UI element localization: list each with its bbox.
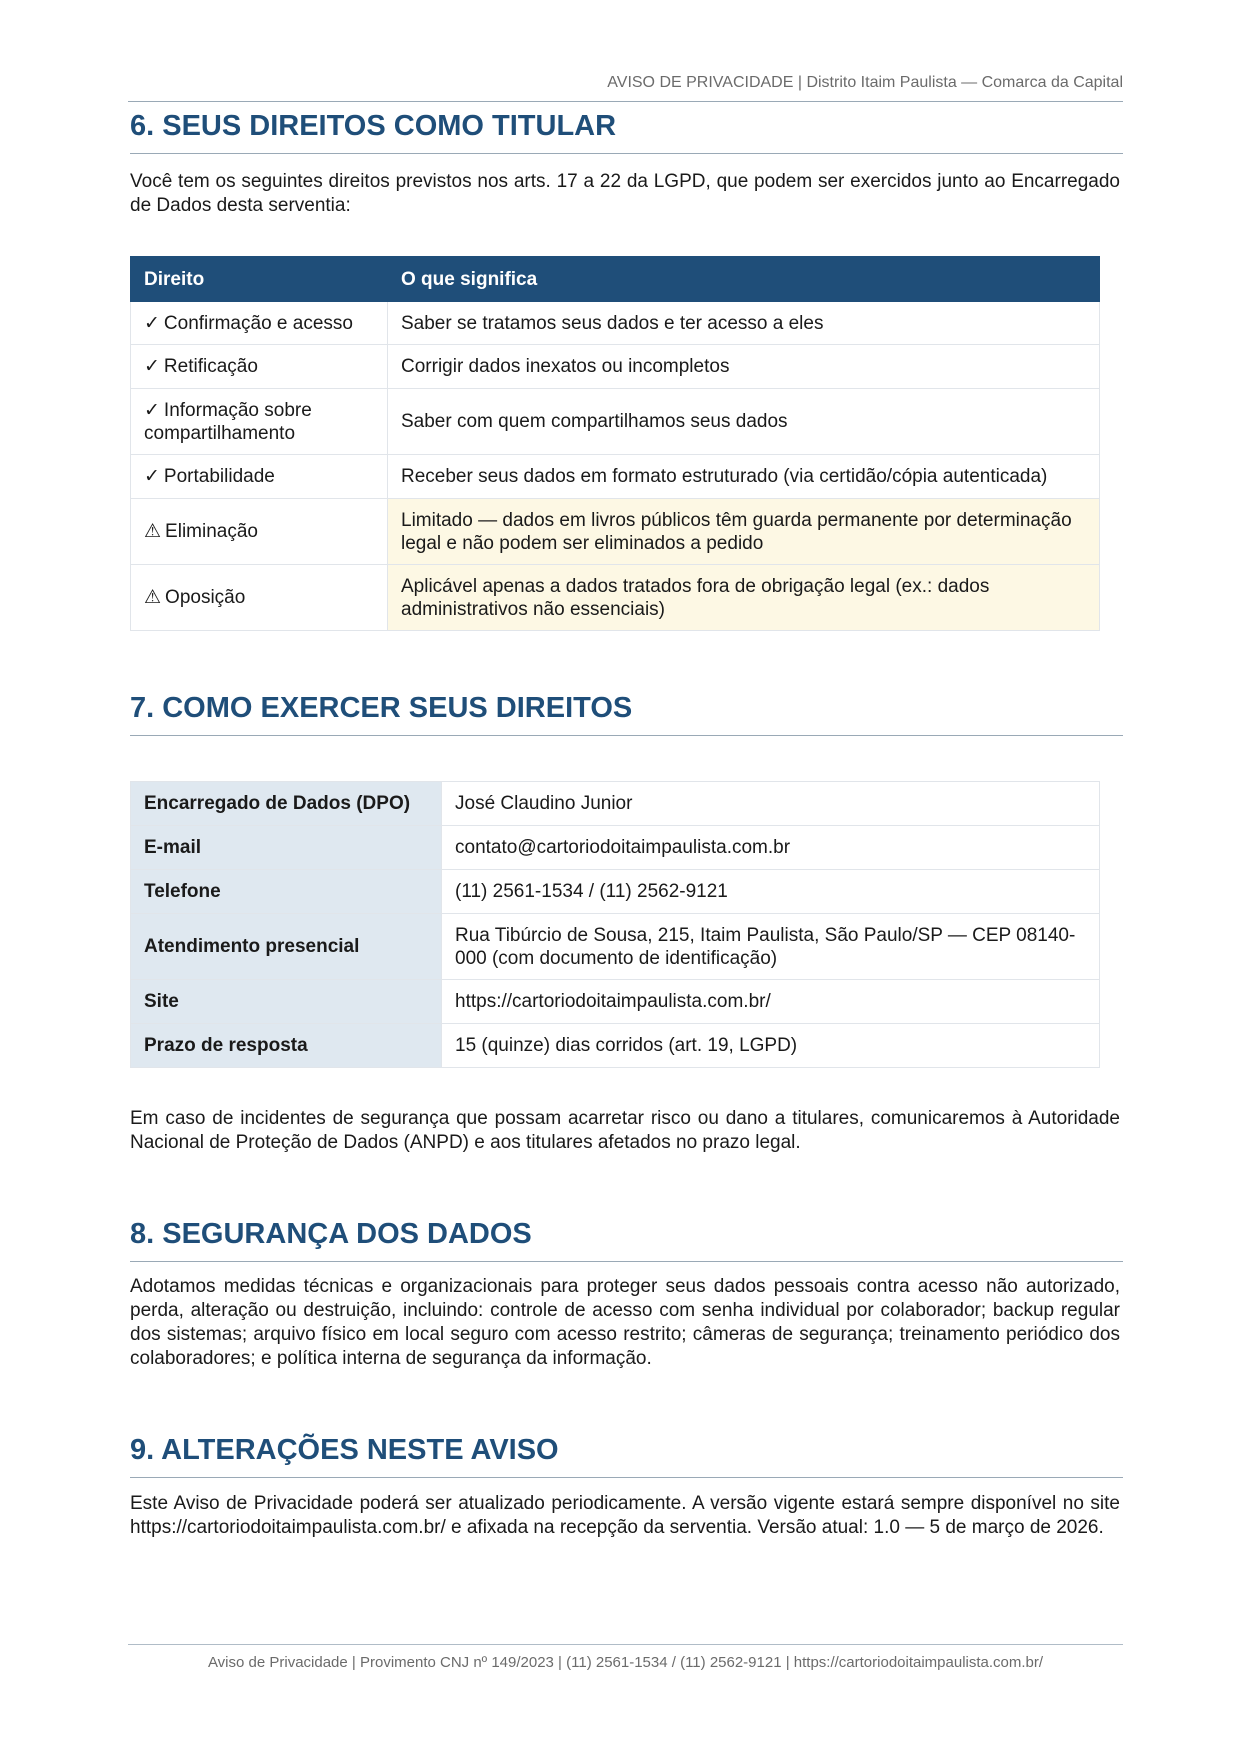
section-8-title: 8. SEGURANÇA DOS DADOS bbox=[130, 1218, 532, 1250]
contact-value: 15 (quinze) dias corridos (art. 19, LGPD) bbox=[442, 1024, 1100, 1068]
page-header: AVISO DE PRIVACIDADE | Distrito Itaim Paulista — Comarca da Capital bbox=[128, 74, 1123, 102]
section-6-rule bbox=[130, 153, 1123, 154]
right-name: Confirmação e acesso bbox=[163, 312, 353, 334]
section-7-rule bbox=[130, 735, 1123, 736]
footer-rule bbox=[128, 1644, 1123, 1645]
right-name-cell bbox=[131, 499, 388, 565]
right-meaning: Saber com quem compartilhamos seus dados bbox=[388, 389, 1100, 455]
section-6-title: 6. SEUS DIREITOS COMO TITULAR bbox=[130, 110, 617, 142]
contact-label: Atendimento presencial bbox=[131, 914, 442, 980]
table-row bbox=[131, 980, 1100, 1024]
contact-table bbox=[130, 781, 1100, 1068]
section-6-intro: Você tem os seguintes direitos previstos nos arts. 17 a 22 da LGPD, que podem ser exercidos junto ao Encarregado de Dados desta serventia: bbox=[130, 171, 1120, 216]
check-icon: ✓ bbox=[144, 399, 160, 421]
incident-notice: Em caso de incidentes de segurança que possam acarretar risco ou dano a titulares, comunicaremos à Autoridade Nacional de Proteção de Dados (ANPD) e aos titulares afetados no prazo legal. bbox=[130, 1108, 1120, 1153]
check-icon: ✓ bbox=[144, 312, 160, 334]
contact-value: contato@cartoriodoitaimpaulista.com.br bbox=[442, 826, 1100, 870]
right-name-cell bbox=[131, 565, 388, 631]
table-row bbox=[131, 455, 1100, 499]
right-name: Eliminação bbox=[165, 521, 258, 542]
rights-header-direito: Direito bbox=[131, 257, 388, 302]
contact-value: José Claudino Junior bbox=[442, 782, 1100, 826]
page-footer: Aviso de Privacidade | Provimento CNJ nº 149/2023 | (11) 2561-1534 / (11) 2562-9121 | https://cartoriodoitaimpaulista.com.br/ bbox=[207, 1654, 1044, 1671]
contact-label: Prazo de resposta bbox=[131, 1024, 442, 1068]
contact-value: https://cartoriodoitaimpaulista.com.br/ bbox=[442, 980, 1100, 1024]
contact-label: E-mail bbox=[131, 826, 442, 870]
contact-label: Telefone bbox=[131, 870, 442, 914]
section-8-rule bbox=[130, 1261, 1123, 1262]
right-name: Retificação bbox=[163, 356, 258, 377]
right-name: Informação sobre compartilhamento bbox=[144, 399, 312, 444]
right-name-cell bbox=[131, 302, 388, 345]
table-row bbox=[131, 870, 1100, 914]
right-meaning: Limitado — dados em livros públicos têm guarda permanente por determinação legal e não podem ser eliminados a pedido bbox=[388, 499, 1100, 565]
section-8-text: Adotamos medidas técnicas e organizacionais para proteger seus dados pessoais contra acesso não autorizado, perda, alteração ou destruição, incluindo: controle de acesso com senha individual por colaborador; backup regular dos sistemas; arquivo físico em local seguro com acesso restrito; câmeras de segurança; treinamento periódico dos colaboradores; e política interna de segurança da informação. bbox=[130, 1276, 1120, 1369]
table-row bbox=[131, 302, 1100, 345]
section-9-rule bbox=[130, 1477, 1123, 1478]
check-icon: ✓ bbox=[144, 356, 160, 377]
warning-icon: ⚠ bbox=[144, 587, 162, 608]
contact-label: Site bbox=[131, 980, 442, 1024]
section-9-text: Este Aviso de Privacidade poderá ser atualizado periodicamente. A versão vigente estará sempre disponível no site https://cartoriodoitaimpaulista.com.br/ e afixada na recepção da serventia. Versão atual: 1.0 — 5 de março de 2026. bbox=[130, 1493, 1120, 1538]
rights-header-significado: O que significa bbox=[388, 257, 1100, 302]
table-row bbox=[131, 914, 1100, 980]
right-meaning: Saber se tratamos seus dados e ter acesso a eles bbox=[388, 302, 1100, 345]
contact-value: (11) 2561-1534 / (11) 2562-9121 bbox=[442, 870, 1100, 914]
right-meaning: Aplicável apenas a dados tratados fora de obrigação legal (ex.: dados administrativos não essenciais) bbox=[388, 565, 1100, 631]
table-row bbox=[131, 565, 1100, 631]
table-row bbox=[131, 389, 1100, 455]
right-name-cell bbox=[131, 389, 388, 455]
contact-label: Encarregado de Dados (DPO) bbox=[131, 782, 442, 826]
right-name: Portabilidade bbox=[163, 466, 275, 487]
rights-table-header bbox=[131, 257, 1100, 302]
right-name: Oposição bbox=[165, 587, 246, 608]
right-meaning: Corrigir dados inexatos ou incompletos bbox=[388, 345, 1100, 389]
table-row bbox=[131, 499, 1100, 565]
check-icon: ✓ bbox=[144, 466, 160, 487]
contact-value: Rua Tibúrcio de Sousa, 215, Itaim Paulista, São Paulo/SP — CEP 08140-000 (com documento de identificação) bbox=[442, 914, 1100, 980]
table-row bbox=[131, 826, 1100, 870]
section-9-title: 9. ALTERAÇÕES NESTE AVISO bbox=[130, 1434, 559, 1466]
rights-table bbox=[130, 256, 1100, 631]
table-row bbox=[131, 345, 1100, 389]
right-name-cell bbox=[131, 455, 388, 499]
right-name-cell bbox=[131, 345, 388, 389]
section-7-title: 7. COMO EXERCER SEUS DIREITOS bbox=[130, 692, 633, 724]
table-row bbox=[131, 1024, 1100, 1068]
right-meaning: Receber seus dados em formato estruturado (via certidão/cópia autenticada) bbox=[388, 455, 1100, 499]
table-row bbox=[131, 782, 1100, 826]
warning-icon: ⚠ bbox=[144, 521, 162, 542]
